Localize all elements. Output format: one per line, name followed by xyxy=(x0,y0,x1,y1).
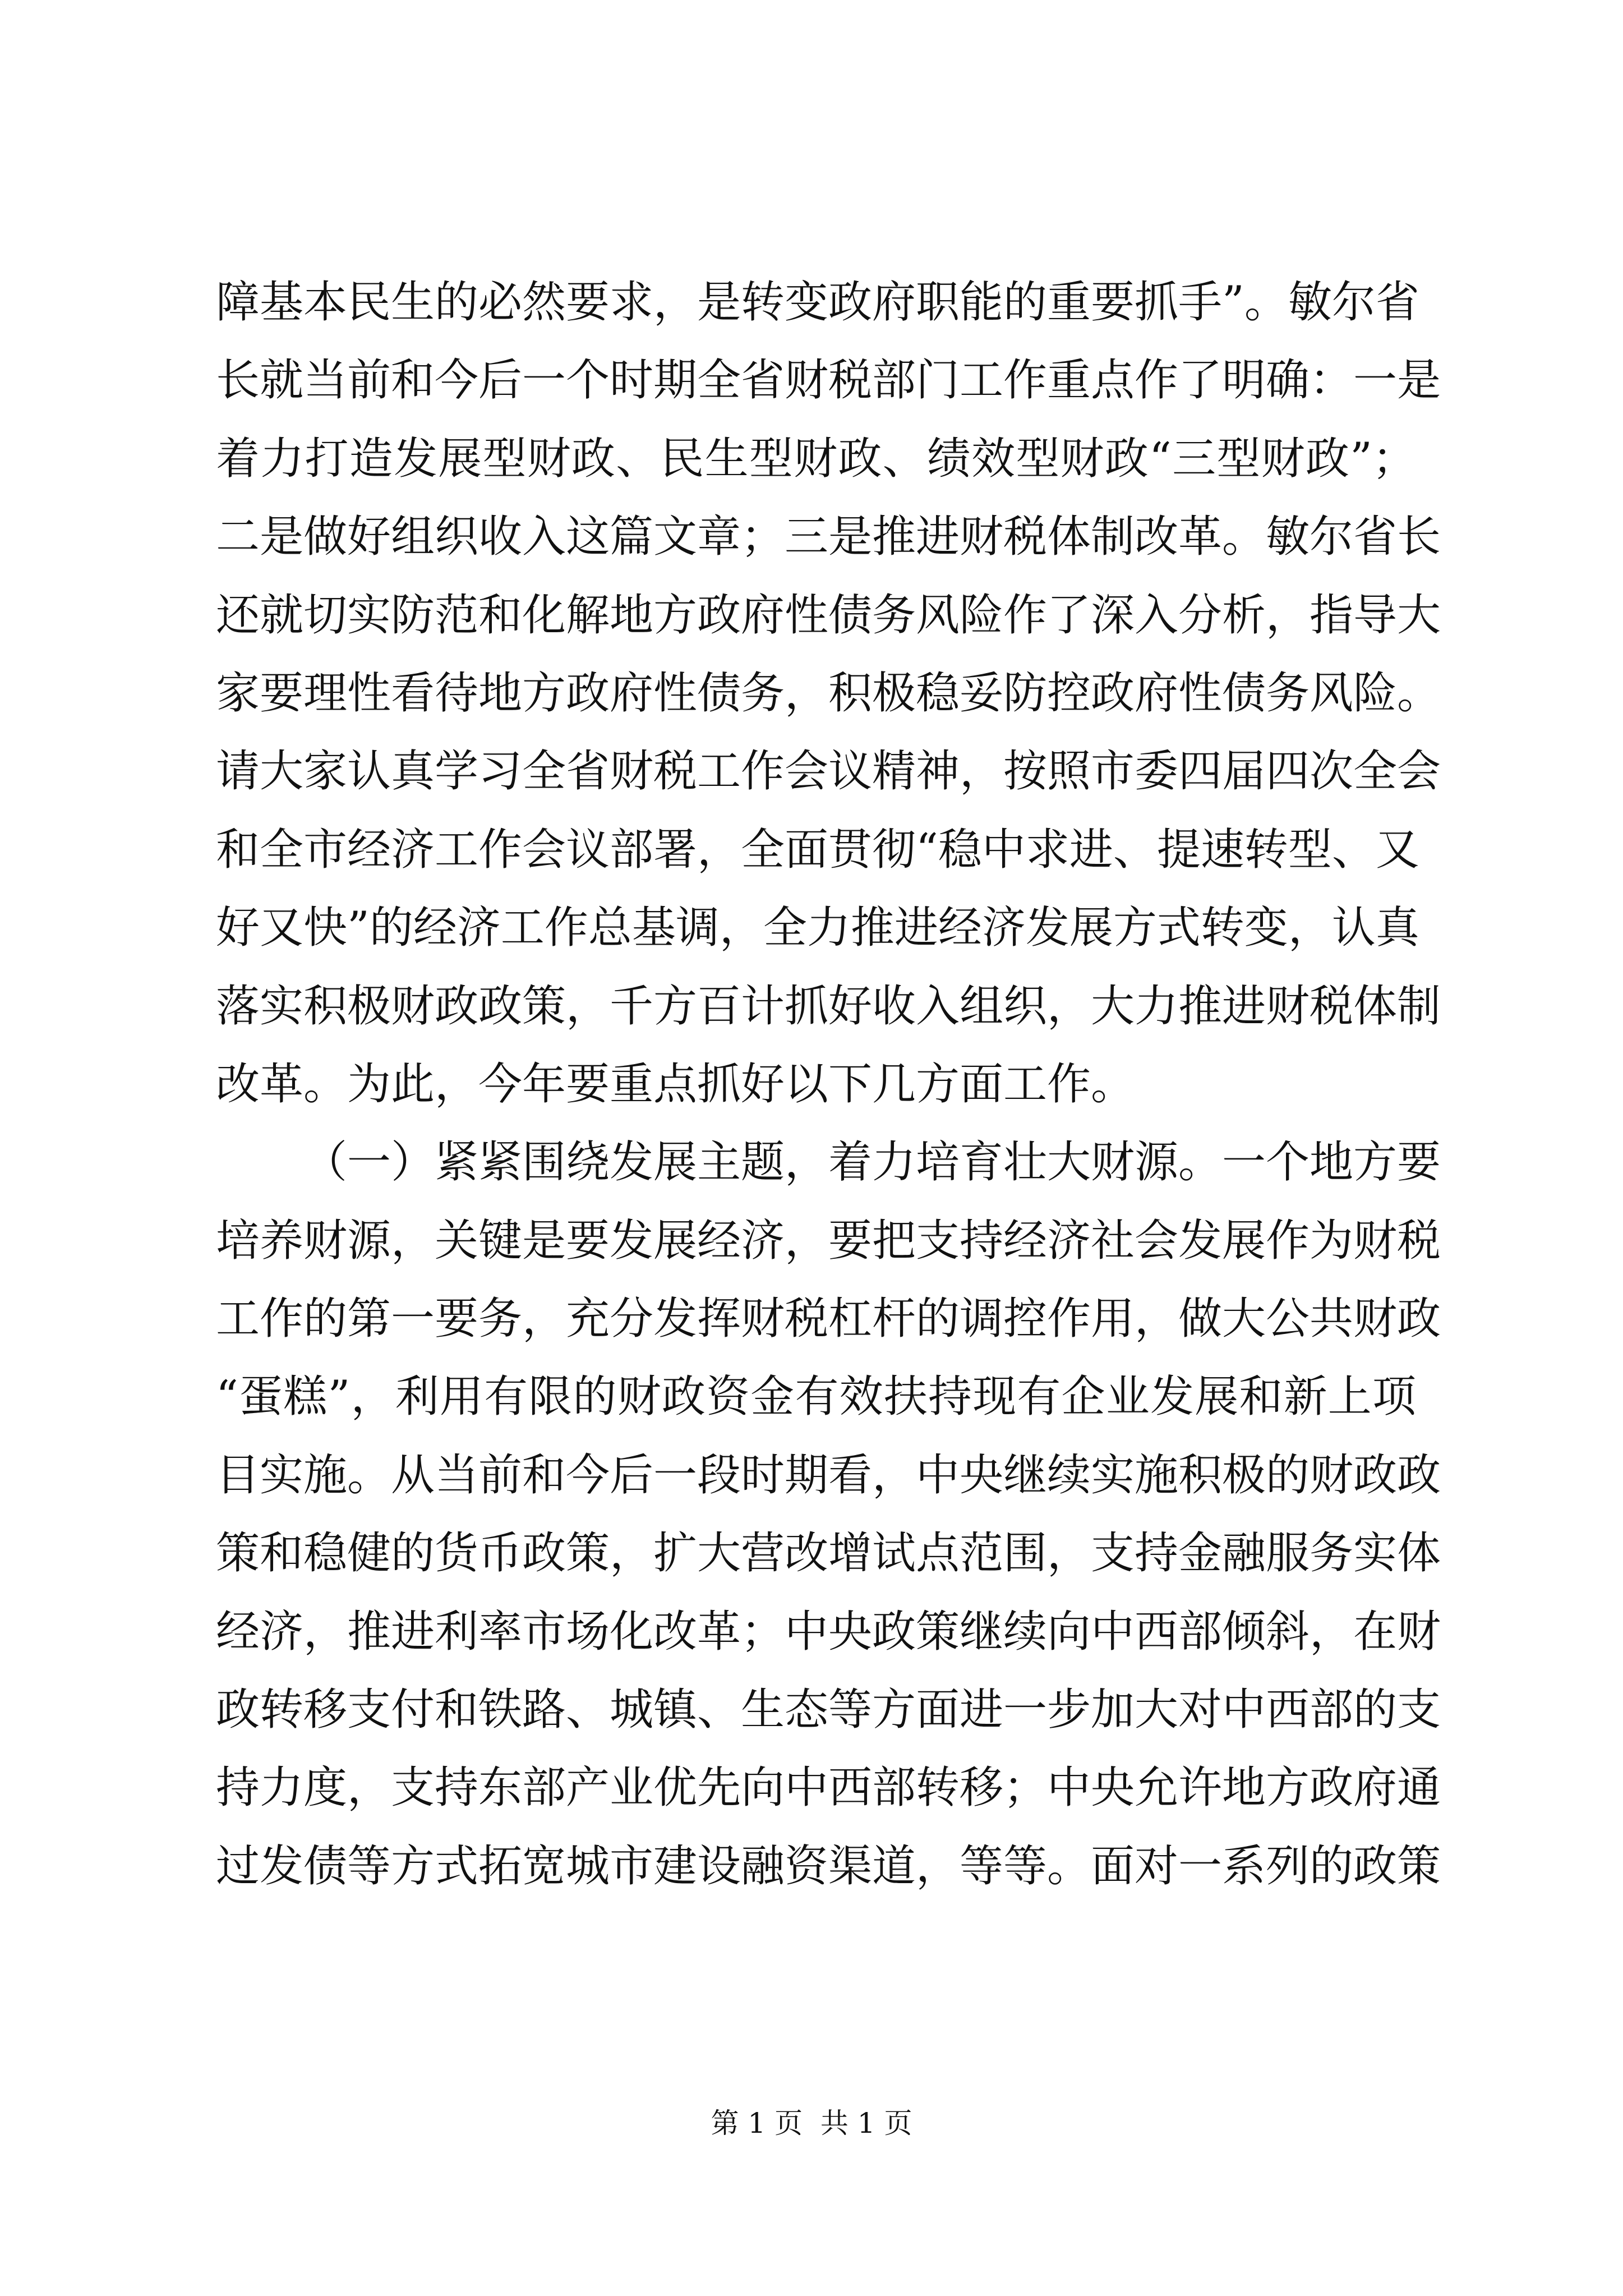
text-line-section-start: （一）紧紧围绕发展主题，着力培育壮大财源。一个地方要 xyxy=(303,1137,1441,1188)
text-line: “蛋糕”，利用有限的财政资金有效扶持现有企业发展和新上项 xyxy=(216,1372,1416,1423)
text-line: 落实积极财政政策，千方百计抓好收入组织，大力推进财税体制 xyxy=(216,981,1441,1032)
text-line: 目实施。从当前和今后一段时期看，中央继续实施积极的财政政 xyxy=(216,1450,1441,1501)
text-line: 工作的第一要务，充分发挥财税杠杆的调控作用，做大公共财政 xyxy=(216,1294,1441,1345)
text-line: 持力度，支持东部产业优先向中西部转移；中央允许地方政府通 xyxy=(216,1763,1441,1814)
text-line: 好又快”的经济工作总基调，全力推进经济发展方式转变，认真 xyxy=(216,903,1419,954)
text-line: 障基本民生的必然要求，是转变政府职能的重要抓手”。敏尔省 xyxy=(216,277,1419,328)
text-line: 过发债等方式拓宽城市建设融资渠道，等等。面对一系列的政策 xyxy=(216,1841,1441,1892)
text-line: 二是做好组织收入这篇文章；三是推进财税体制改革。敏尔省长 xyxy=(216,512,1441,563)
text-line: 还就切实防范和化解地方政府性债务风险作了深入分析，指导大 xyxy=(216,590,1441,641)
text-line: 家要理性看待地方政府性债务，积极稳妥防控政府性债务风险。 xyxy=(216,668,1441,719)
text-line: 长就当前和今后一个时期全省财税部门工作重点作了明确：一是 xyxy=(216,355,1441,406)
body-text xyxy=(216,264,1441,1906)
text-line: 请大家认真学习全省财税工作会议精神，按照市委四届四次全会 xyxy=(216,746,1441,797)
text-line: 改革。为此，今年要重点抓好以下几方面工作。 xyxy=(216,1059,1135,1110)
page-footer: 第 1 页 共 1 页 xyxy=(711,2107,912,2139)
text-line: 培养财源，关键是要发展经济，要把支持经济社会发展作为财税 xyxy=(216,1215,1441,1266)
text-line: 政转移支付和铁路、城镇、生态等方面进一步加大对中西部的支 xyxy=(216,1685,1441,1736)
text-line: 策和稳健的货币政策，扩大营改增试点范围，支持金融服务实体 xyxy=(216,1528,1441,1579)
text-line: 经济，推进利率市场化改革；中央政策继续向中西部倾斜，在财 xyxy=(216,1606,1441,1657)
text-line: 着力打造发展型财政、民生型财政、绩效型财政“三型财政”； xyxy=(216,433,1416,484)
text-line: 和全市经济工作会议部署，全面贯彻“稳中求进、提速转型、又 xyxy=(216,824,1419,875)
